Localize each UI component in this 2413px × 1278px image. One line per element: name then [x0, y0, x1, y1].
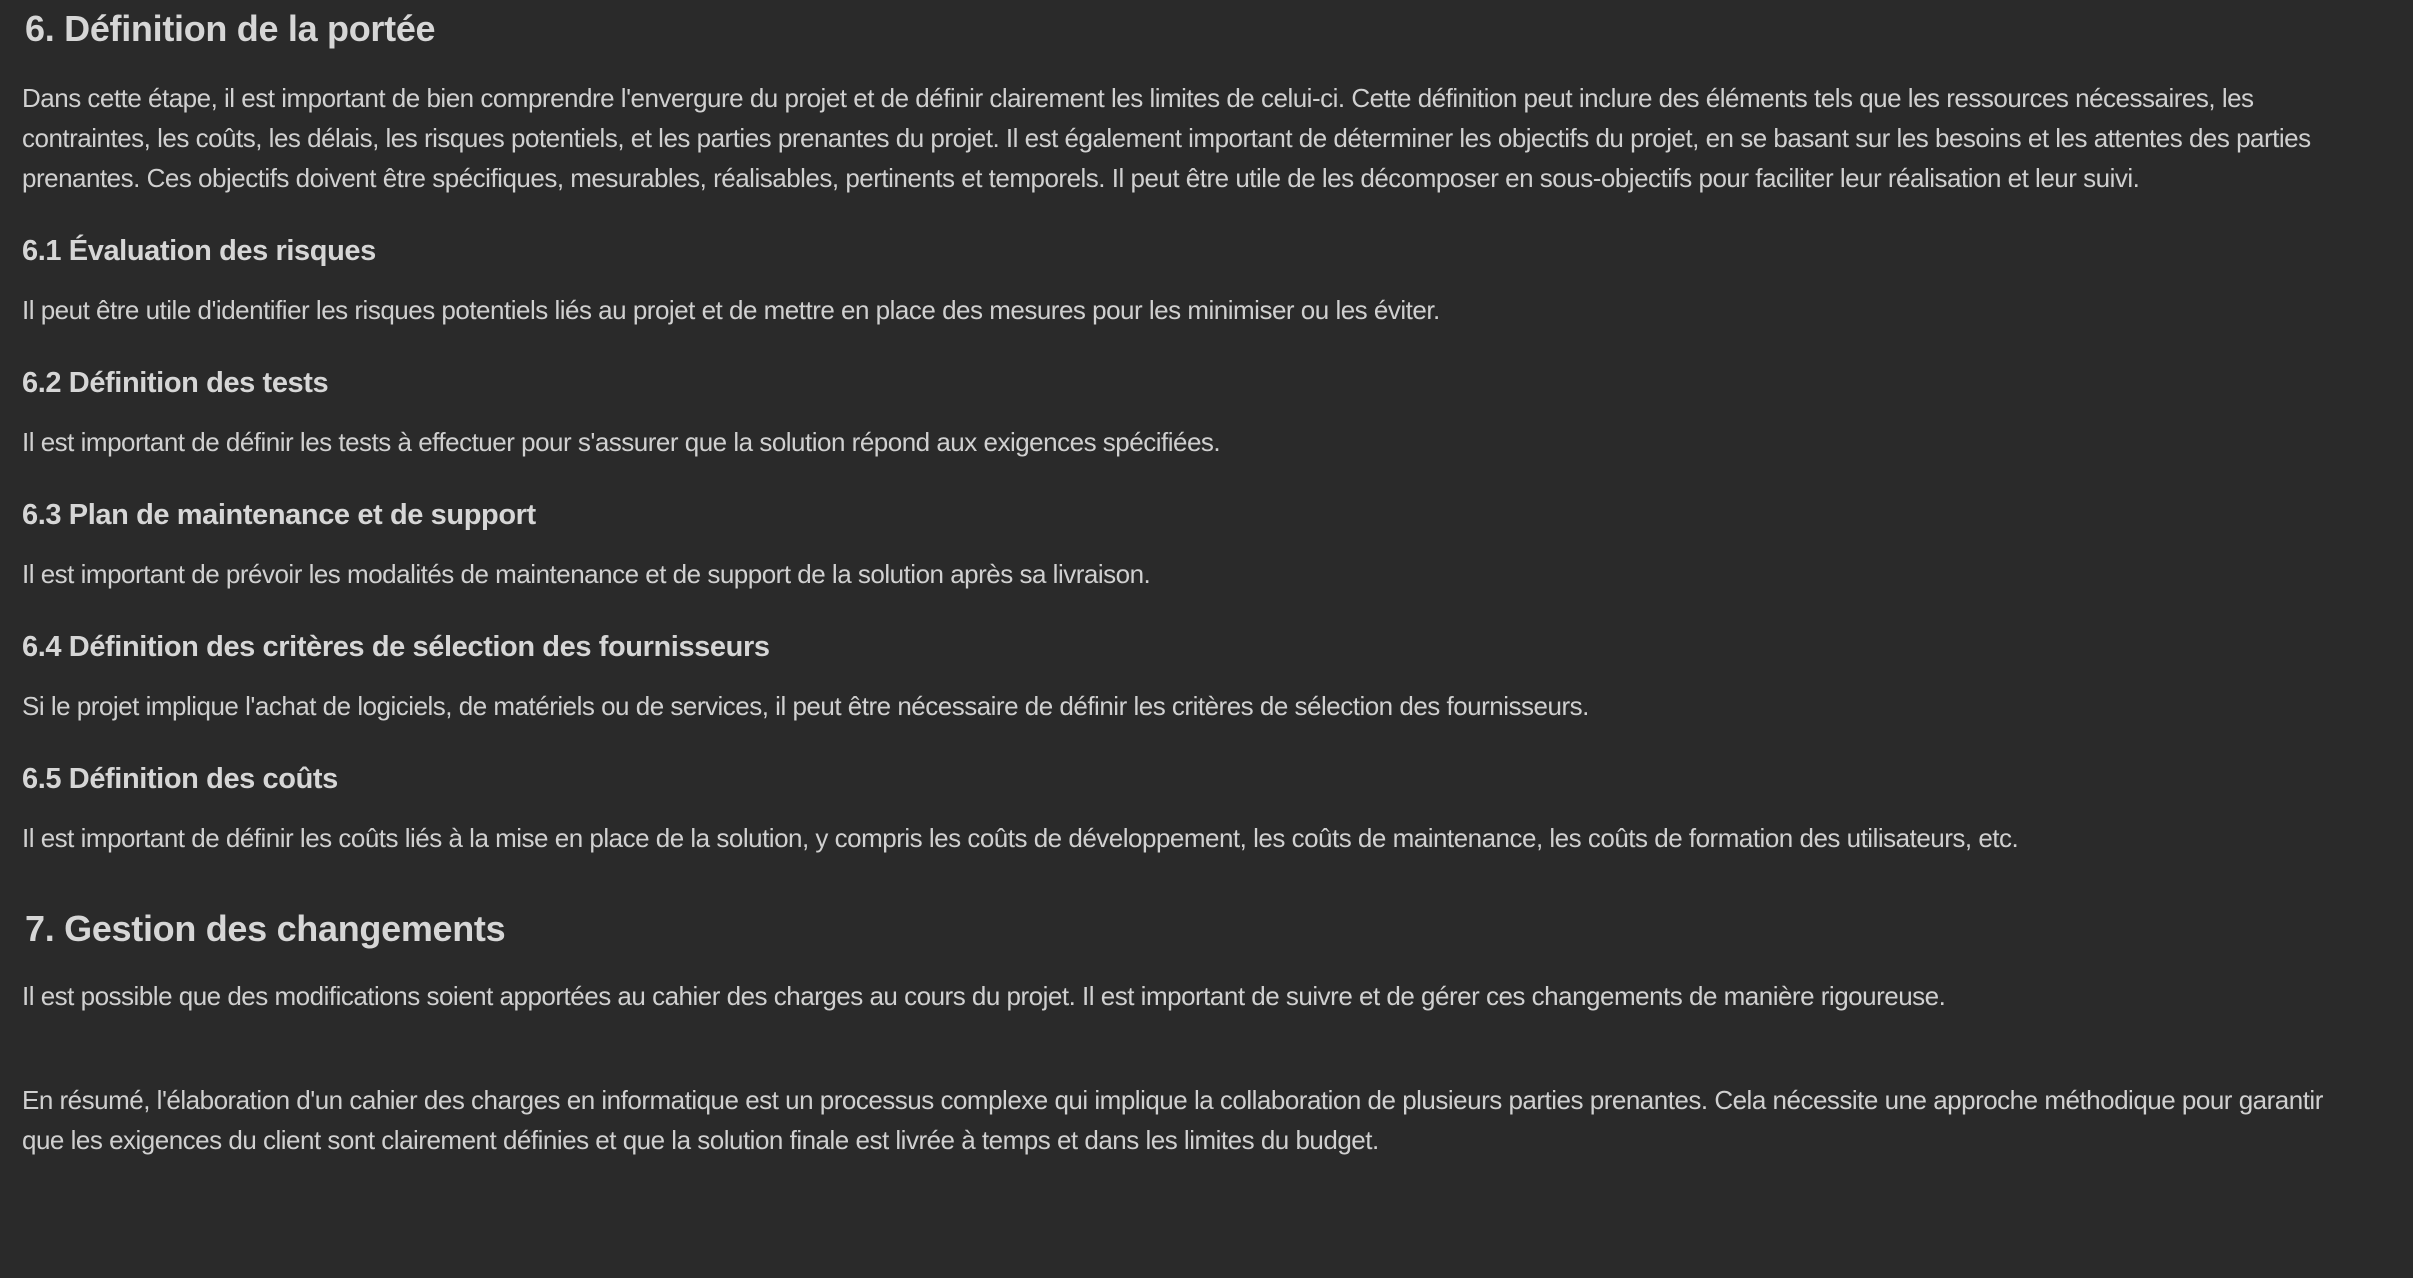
section-6-1-heading: 6.1 Évaluation des risques: [22, 235, 376, 267]
section-6-paragraph: Dans cette étape, il est important de bien comprendre l'envergure du projet et de définir clairement les limites de celui-ci. Cette définition peut inclure des éléments tels que les ressources nécessaires, les contraintes, les coûts, les délais, les risques potentiels, et les parties prenantes du projet. Il est également important de déterminer les objectifs du projet, en se basant sur les besoins et les attentes des parties prenantes. Ces objectifs doivent être spécifiques, mesurables, réalisables, pertinents et temporels. Il peut être utile de les décomposer en sous-objectifs pour faciliter leur réalisation et leur suivi.: [22, 83, 2311, 193]
section-6-4-heading: 6.4 Définition des critères de sélection des fournisseurs: [22, 631, 770, 663]
section-6-3-paragraph: Il est important de prévoir les modalités de maintenance et de support de la solution après sa livraison.: [22, 559, 1151, 589]
section-6-4-paragraph: Si le projet implique l'achat de logiciels, de matériels ou de services, il peut être nécessaire de définir les critères de sélection des fournisseurs.: [22, 691, 1589, 721]
section-6-2-heading: 6.2 Définition des tests: [22, 367, 329, 399]
document-canvas: [0, 6, 2413, 1278]
section-6-5-heading: 6.5 Définition des coûts: [22, 763, 338, 795]
section-7-paragraph: Il est possible que des modifications soient apportées au cahier des charges au cours du projet. Il est important de suivre et de gérer ces changements de manière rigoureuse.: [22, 981, 1946, 1011]
section-6-2-paragraph: Il est important de définir les tests à effectuer pour s'assurer que la solution répond aux exigences spécifiées.: [22, 427, 1221, 457]
summary-paragraph: En résumé, l'élaboration d'un cahier des charges en informatique est un processus complexe qui implique la collaboration de plusieurs parties prenantes. Cela nécessite une approche méthodique pour garantir que les exigences du client sont clairement définies et que la solution finale est livrée à temps et dans les limites du budget.: [22, 1085, 2323, 1155]
section-6-1-paragraph: Il peut être utile d'identifier les risques potentiels liés au projet et de mettre en place des mesures pour les minimiser ou les éviter.: [22, 295, 1440, 325]
section-6-5-paragraph: Il est important de définir les coûts liés à la mise en place de la solution, y compris les coûts de développement, les coûts de maintenance, les coûts de formation des utilisateurs, etc.: [22, 823, 2019, 853]
section-6-heading: 6. Définition de la portée: [25, 8, 436, 49]
section-7-heading: 7. Gestion des changements: [25, 908, 506, 949]
section-6-3-heading: 6.3 Plan de maintenance et de support: [22, 499, 536, 531]
